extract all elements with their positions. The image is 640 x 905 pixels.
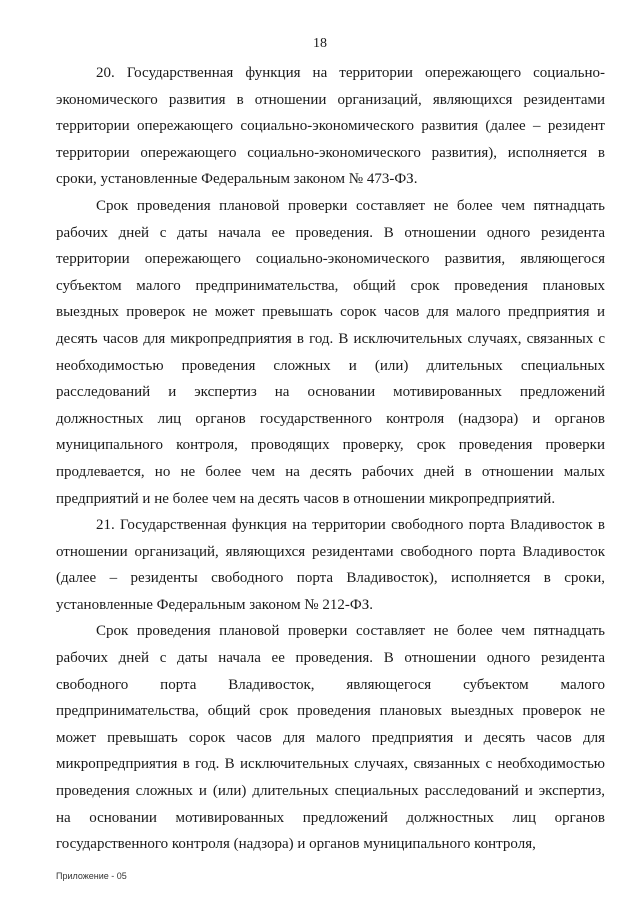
paragraph-21: 21. Государственная функция на территории свободного порта Владивосток в отношении организаций, являющихся резидентами свободного порта Владивосток (далее – резиденты свободного порта Владивосток), исполняется в сроки, установленные Федеральным законом № 212-ФЗ. xyxy=(56,517,605,613)
page-number: 18 xyxy=(313,36,327,51)
document-body xyxy=(56,60,605,858)
paragraph-21-term: Срок проведения плановой проверки составляет не более чем пятнадцать рабочих дней с даты начала ее проведения. В отношении одного резидента свободного порта Владивосток, являющегося субъектом малого предпринимательства, общий срок проведения плановых выездных проверок не может превышать сорок часов для малого предприятия и десять часов для микропредприятия в год. В исключительных случаях, связанных с необходимостью проведения сложных и (или) длительных специальных расследований и экспертиз, на основании мотивированных предложений должностных лиц органов государственного контроля (надзора) и органов муниципального контроля, xyxy=(56,623,605,853)
paragraph-20: 20. Государственная функция на территории опережающего социально-экономического развития в отношении организаций, являющихся резидентами территории опережающего социально-экономического развития (далее – резидент территории опережающего социально-экономического развития), исполняется в сроки, установленные Федеральным законом № 473-ФЗ. xyxy=(56,65,605,188)
footer-label: Приложение - 05 xyxy=(56,871,127,881)
paragraph-20-term: Срок проведения плановой проверки составляет не более чем пятнадцать рабочих дней с даты начала ее проведения. В отношении одного резидента территории опережающего социально-экономического развития, являющегося субъектом малого предпринимательства, общий срок проведения плановых выездных проверок не может превышать сорок часов для малого предприятия и десять часов для микропредприятия в год. В исключительных случаях, связанных с необходимостью проведения сложных и (или) длительных специальных расследований и экспертиз на основании мотивированных предложений должностных лиц органов государственного контроля (надзора) и органов муниципального контроля, проводящих проверку, срок проведения проверки продлевается, но не более чем на десять рабочих дней в отношении малых предприятий и не более чем на десять часов в отношении микропредприятий. xyxy=(56,197,605,507)
